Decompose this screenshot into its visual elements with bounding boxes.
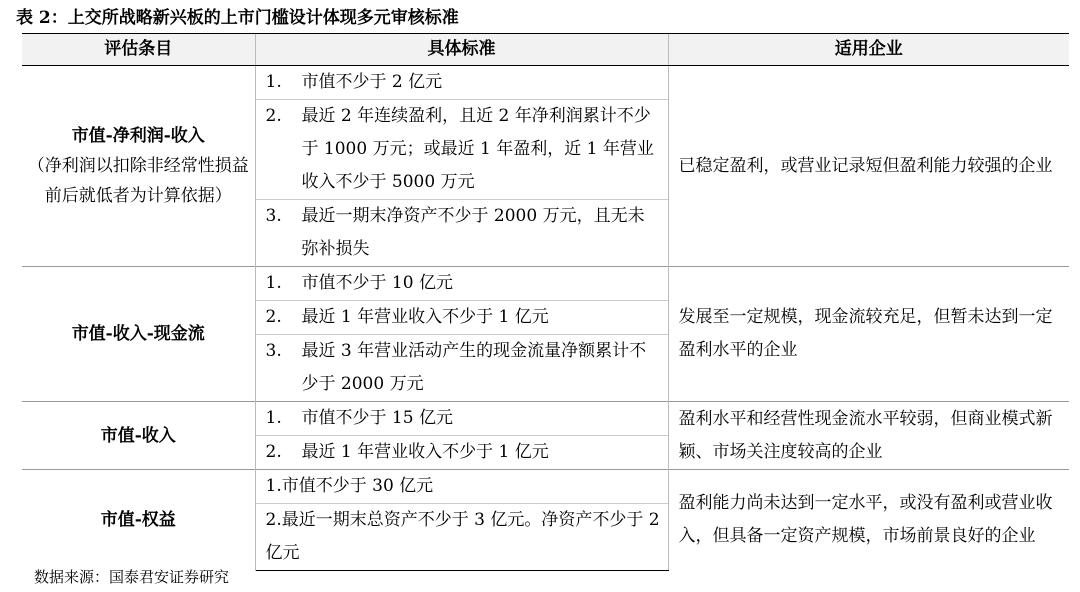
criterion-name: 市值-权益 <box>100 510 176 531</box>
standard-cell <box>255 470 668 504</box>
criterion-cell <box>22 267 255 402</box>
standard-text: 最近一期末净资产不少于 2000 万元，且无未弥补损失 <box>301 206 645 259</box>
standard-cell <box>255 301 668 335</box>
criterion-name: 市值-收入-现金流 <box>71 324 205 344</box>
standard-text: 最近 2 年连续盈利，且近 2 年净利润累计不少于 1000 万元；或最近 1 年盈利，近 1 年营业收入不少于 5000 万元 <box>301 106 654 192</box>
applicable-cell: 已稳定盈利，或营业记录短但盈利能力较强的企业 <box>668 66 1069 267</box>
standard-number: 2. <box>265 307 282 327</box>
header-row <box>22 34 1069 66</box>
criteria-table <box>22 33 1069 571</box>
applicable-cell: 盈利水平和经营性现金流水平较弱，但商业模式新颖、市场关注度较高的企业 <box>668 402 1069 470</box>
standard-number: 2. <box>265 442 282 462</box>
criterion-name: 市值-净利润-收入 <box>71 126 205 146</box>
standard-cell <box>255 335 668 402</box>
table-row <box>22 267 1069 301</box>
standard-text: 最近 1 年营业收入不少于 1 亿元 <box>301 307 549 327</box>
standard-text: 最近 1 年营业收入不少于 1 亿元 <box>301 442 549 462</box>
standard-number: 1. <box>265 72 282 92</box>
criterion-cell <box>22 470 255 571</box>
criterion-name: 市值-收入 <box>100 425 176 446</box>
applicable-cell: 发展至一定规模，现金流较充足，但暂未达到一定盈利水平的企业 <box>668 267 1069 402</box>
standard-cell <box>255 267 668 301</box>
source-note: 数据来源：国泰君安证券研究 <box>34 568 230 586</box>
standard-number: 1. <box>265 408 282 428</box>
standard-text: 市值不少于 10 亿元 <box>301 273 453 293</box>
standard-cell <box>255 504 668 571</box>
standard-cell <box>255 200 668 267</box>
header-applicable: 适用企业 <box>668 34 1069 66</box>
standard-text: 最近 3 年营业活动产生的现金流量净额累计不少于 2000 万元 <box>301 341 647 394</box>
standard-cell <box>255 402 668 436</box>
standard-number: 3. <box>265 206 282 226</box>
standard-text: 2.最近一期末总资产不少于 3 亿元。净资产不少于 2 亿元 <box>265 510 660 563</box>
standard-text: 市值不少于 2 亿元 <box>301 72 443 92</box>
table-row <box>22 470 1069 504</box>
criterion-cell <box>22 66 255 267</box>
header-standard: 具体标准 <box>255 34 668 66</box>
standard-number: 3. <box>265 341 282 361</box>
standard-number: 1. <box>265 273 282 293</box>
criterion-note: （净利润以扣除非经常性损益前后就低者为计算依据） <box>27 156 249 206</box>
table-row <box>22 402 1069 436</box>
standard-text: 市值不少于 15 亿元 <box>301 408 453 428</box>
standard-cell <box>255 66 668 100</box>
header-criterion: 评估条目 <box>22 34 255 66</box>
standard-cell <box>255 436 668 470</box>
standard-number: 2. <box>265 106 282 126</box>
standard-cell <box>255 100 668 200</box>
applicable-cell: 盈利能力尚未达到一定水平，或没有盈利或营业收入，但具备一定资产规模，市场前景良好的企业 <box>668 470 1069 571</box>
table-title: 表 2：上交所战略新兴板的上市门槛设计体现多元审核标准 <box>16 8 459 28</box>
standard-text: 1.市值不少于 30 亿元 <box>265 476 434 496</box>
criterion-cell <box>22 402 255 470</box>
table-row <box>22 66 1069 100</box>
